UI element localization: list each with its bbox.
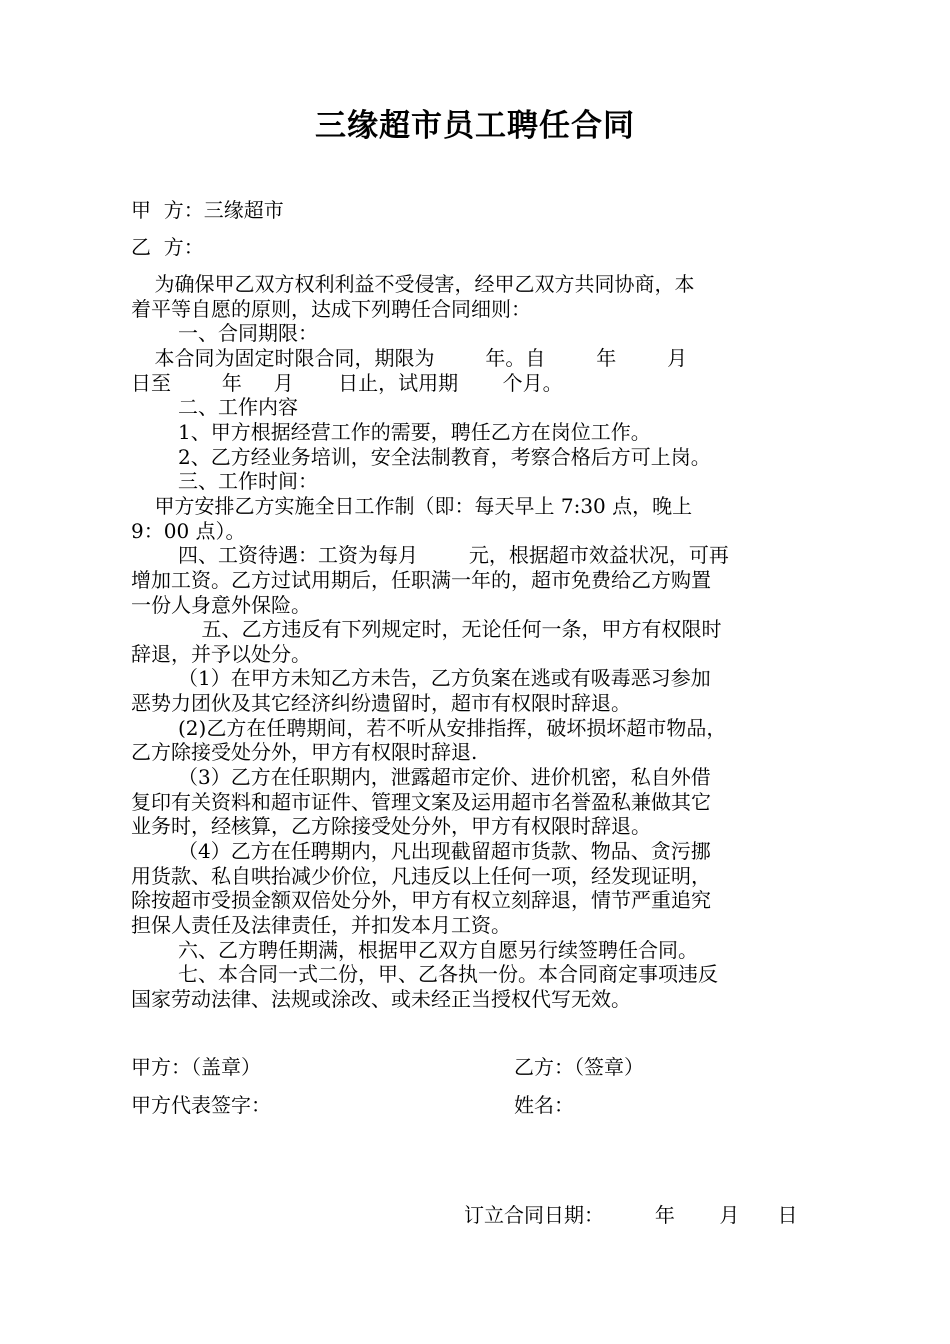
body-line: 担保人责任及法律责任，并扣发本月工资。 — [131, 912, 511, 937]
body-line: 乙方除接受处分外，甲方有权限时辞退. — [131, 740, 478, 765]
party-a-seal: 甲方：（盖章） — [131, 1055, 261, 1079]
body-line: 国家劳动法律、法规或涂改、或未经正当授权代写无效。 — [131, 986, 631, 1011]
body-line: 1、甲方根据经营工作的需要，聘任乙方在岗位工作。 — [178, 419, 651, 444]
party-a-representative: 甲方代表签字： — [131, 1093, 271, 1117]
body-line: 日至 年 月 日止，试用期 个月。 — [131, 370, 563, 395]
party-b-line: 乙 方： — [131, 235, 204, 259]
body-line: 一、合同期限： — [178, 321, 318, 346]
body-line: 五、乙方违反有下列规定时，无论任何一条，甲方有权限时 — [201, 617, 722, 642]
body-line: 辞退，并予以处分。 — [131, 641, 311, 666]
document-title: 三缘超市员工聘任合同 — [315, 108, 635, 144]
body-line: 六、乙方聘任期满，根据甲乙双方自愿另行续签聘任合同。 — [178, 937, 698, 962]
body-line: 增加工资。乙方过试用期后，任职满一年的，超市免费给乙方购置 — [131, 567, 711, 592]
body-line: 为确保甲乙双方权利利益不受侵害，经甲乙双方共同协商，本 — [154, 272, 695, 296]
body-line: 着平等自愿的原则，达成下列聘任合同细则： — [131, 296, 531, 321]
body-line: 9：00 点）。 — [131, 518, 246, 543]
body-line: 2、乙方经业务培训，安全法制教育，考察合格后方可上岗。 — [178, 444, 711, 469]
body-line: 本合同为固定时限合同，期限为 年。自 年 月 — [154, 345, 688, 370]
body-line: 业务时，经核算，乙方除接受处分外，甲方有权限时辞退。 — [131, 814, 651, 839]
body-line: 一份人身意外保险。 — [131, 592, 311, 617]
body-line: 除按超市受损金额双倍处分外，甲方有权立刻辞退，情节严重追究 — [131, 888, 711, 913]
body-line: 二、工作内容 — [178, 395, 298, 420]
body-line: 三、工作时间： — [178, 469, 318, 494]
party-b-name: 姓名： — [514, 1093, 574, 1117]
body-line: （4）乙方在任聘期内，凡出现截留超市货款、物品、贪污挪 — [178, 838, 711, 863]
party-b-seal: 乙方：（签章） — [514, 1055, 644, 1079]
body-line: （1）在甲方未知乙方未告，乙方负案在逃或有吸毒恶习参加 — [178, 666, 711, 691]
body-line: 甲方安排乙方实施全日工作制（即：每天早上 7:30 点，晚上 — [154, 493, 693, 518]
body-line: 用货款、私自哄抬减少价位，凡违反以上任何一项，经发现证明， — [131, 863, 711, 888]
party-a-line: 甲 方：三缘超市 — [131, 198, 284, 222]
body-line: 四、工资待遇：工资为每月 元，根据超市效益状况，可再 — [178, 543, 729, 568]
body-line: （3）乙方在任职期内，泄露超市定价、进价机密，私自外借 — [178, 765, 711, 789]
body-line: 恶势力团伙及其它经济纠纷遗留时，超市有权限时辞退。 — [131, 691, 631, 715]
contract-date-line: 订立合同日期： 年 月 日 — [464, 1203, 798, 1227]
body-line: 复印有关资料和超市证件、管理文案及运用超市名誉盈私兼做其它 — [131, 789, 711, 814]
body-line: (2)乙方在任聘期间，若不听从安排指挥，破坏损坏超市物品， — [178, 715, 727, 740]
body-line: 七、本合同一式二份，甲、乙各执一份。本合同商定事项违反 — [178, 962, 718, 987]
